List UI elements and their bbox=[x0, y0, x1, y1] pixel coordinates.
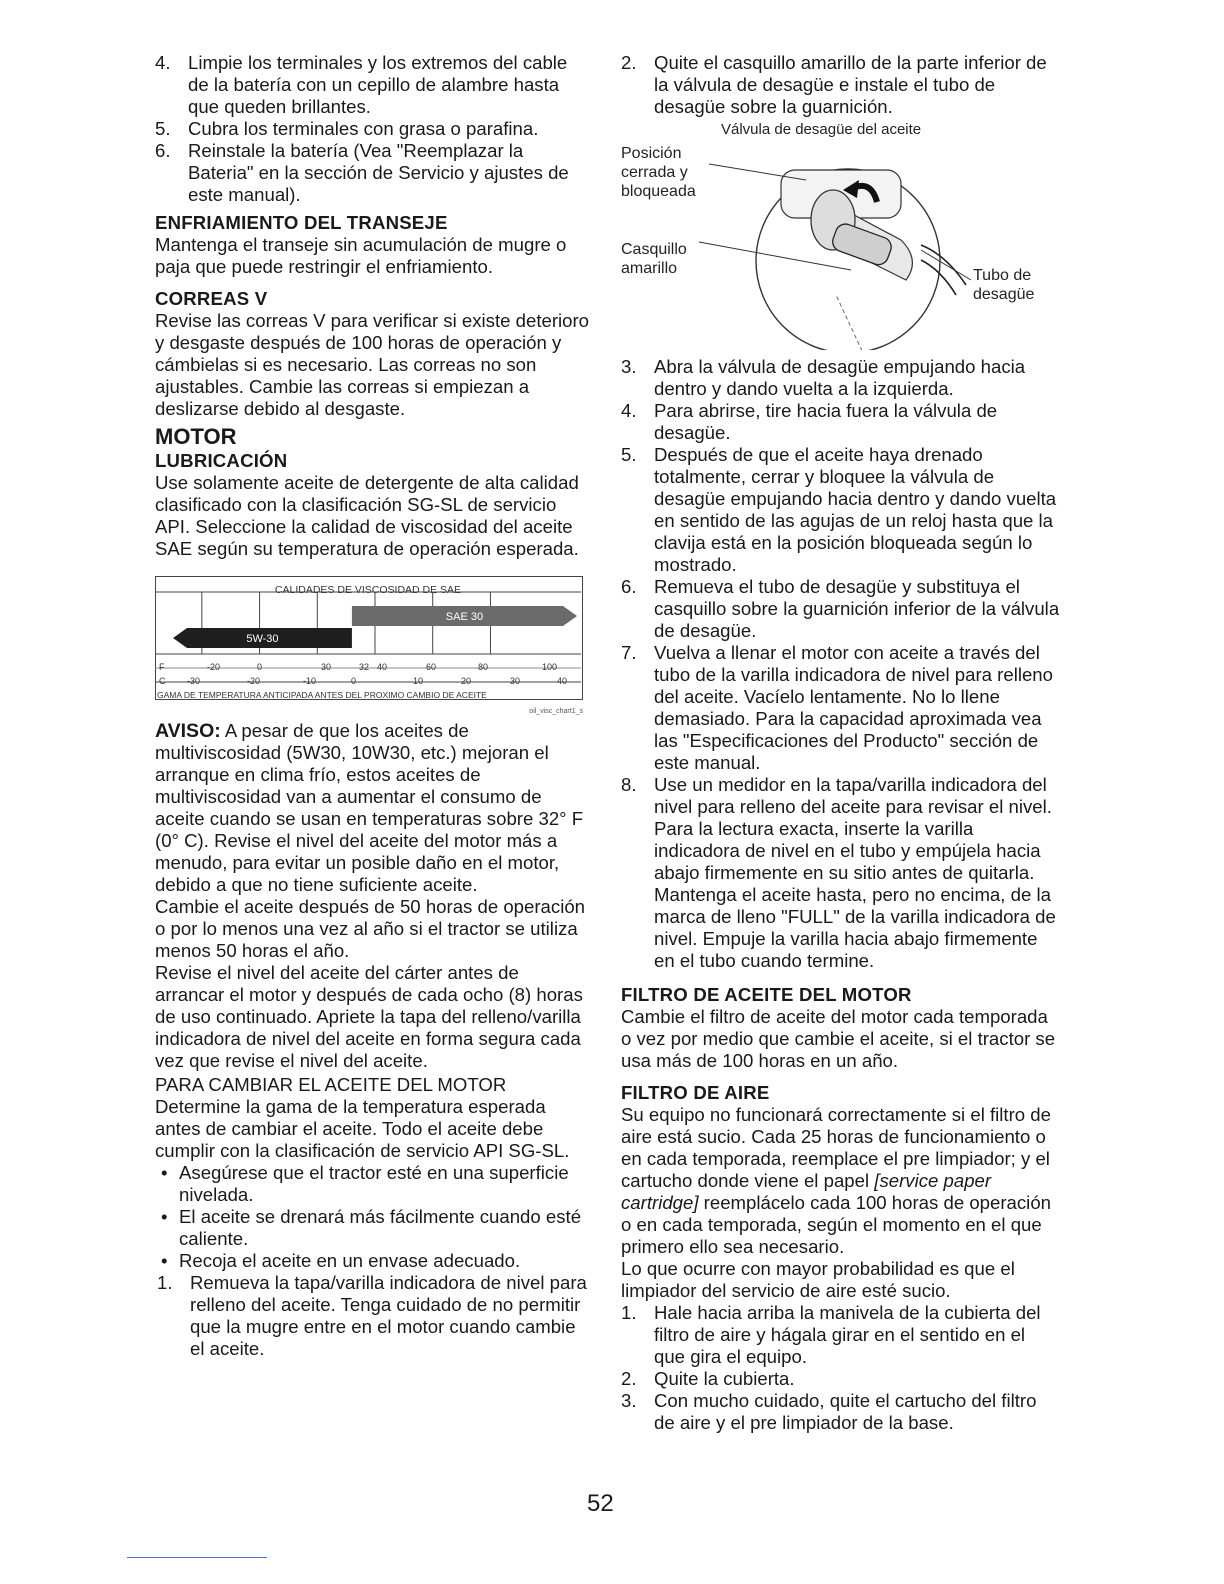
f-tick-label: 0 bbox=[257, 662, 263, 672]
f-tick-label: 40 bbox=[377, 662, 388, 672]
heading-cambiar-aceite: PARA CAMBIAR EL ACEITE DEL MOTOR bbox=[155, 1074, 507, 1095]
c-tick-label: -10 bbox=[303, 676, 317, 686]
heading-correas: CORREAS V bbox=[155, 288, 268, 309]
paragraph-cambie: Cambie el aceite después de 50 horas de operación o por lo menos una vez al año si el tractor se utiliza menos 50 horas el año. bbox=[155, 896, 586, 961]
heading-lubricacion: LUBRICACIÓN bbox=[155, 450, 288, 471]
chart-title: CALIDADES DE VISCOSIDAD DE SAE bbox=[274, 584, 462, 596]
f-tick-label: 30 bbox=[321, 662, 332, 672]
f-tick-label: 32 bbox=[359, 662, 370, 672]
label-casquillo: Casquillo amarillo bbox=[621, 241, 687, 277]
list-item: 8. Use un medidor en la tapa/varilla indicadora del nivel para relleno del aceite para revisar el nivel. Para la lectura exacta, inserte la varilla indicadora de nivel en el tubo y empújela hacia abajo firmemente en su sitio antes de quitarla. Mantenga el aceite hasta, pero no encima, de la marca de lleno "FULL" de la varilla indicadora de nivel. Empuje la varilla hacia abajo firmemente en el tubo cuando termine. bbox=[621, 774, 1056, 971]
left-column bbox=[155, 52, 591, 1360]
list-item: 3. Con mucho cuidado, quite el cartucho del filtro de aire y el pre limpiador de la base. bbox=[621, 1390, 1037, 1433]
list-item: 2. Quite la cubierta. bbox=[621, 1368, 795, 1389]
list-item: 4. Limpie los terminales y los extremos del cable de la batería con un cepillo de alambre hasta que queden brillantes. bbox=[155, 52, 568, 117]
heading-transeje: ENFRIAMIENTO DEL TRANSEJE bbox=[155, 212, 448, 233]
aviso-text: A pesar de que los aceites de multiviscosidad (5W30, 10W30, etc.) mejoran el arranque en clima frío, estos aceites de multiviscosidad van a aumentar el consumo de aceite cuando se usan en temperaturas sobre 32° F (0° C). Revise el nivel del aceite del motor más a menudo, para evitar un posible daño en el motor, debido a que no tiene suficiente aceite. bbox=[155, 720, 584, 895]
c-tick-label: 40 bbox=[557, 676, 568, 686]
f-tick-label: F bbox=[159, 662, 165, 672]
page-number: 52 bbox=[587, 1490, 614, 1517]
valve-illustration bbox=[621, 120, 1061, 350]
c-tick-label: C bbox=[159, 676, 166, 686]
chart-code: oil_visc_chart1_s bbox=[529, 708, 583, 715]
paragraph-transeje: Mantenga el transeje sin acumulación de mugre o paja que puede restringir el enfriamiento. bbox=[155, 234, 567, 277]
c-tick-label: 10 bbox=[413, 676, 424, 686]
label-posicion: Posición cerrada y bloqueada bbox=[621, 145, 696, 200]
bullet-item: • El aceite se drenará más fácilmente cuando esté caliente. bbox=[161, 1206, 582, 1249]
heading-filtro-aire: FILTRO DE AIRE bbox=[621, 1082, 770, 1103]
paragraph-correas: Revise las correas V para verificar si existe deterioro y desgaste después de 100 horas de operación y cámbielas si es necesario. Las correas no son ajustables. Cambie las correas si empiezan a deslizarse debido al desgaste. bbox=[155, 310, 590, 419]
heading-motor: MOTOR bbox=[155, 424, 237, 449]
f-tick-label: 80 bbox=[478, 662, 489, 672]
aviso-label: AVISO: bbox=[155, 720, 221, 742]
f-tick-label: 100 bbox=[542, 662, 558, 672]
f-tick-label: -20 bbox=[207, 662, 221, 672]
list-item: 7. Vuelva a llenar el motor con aceite a través del tubo de la varilla indicadora de nivel para relleno del aceite. Vacíelo lentamente. No lo llene demasiado. Para la capacidad aproximada vea las "Especificaciones del Producto" sección de este manual. bbox=[621, 642, 1053, 773]
list-item: 6. Reinstale la batería (Vea "Reemplazar la Bateria" en la sección de Servicio y ajustes de este manual). bbox=[155, 140, 569, 205]
c-tick-label: -30 bbox=[187, 676, 201, 686]
c-tick-label: 30 bbox=[510, 676, 521, 686]
chart-xlabel: GAMA DE TEMPERATURA ANTICIPADA ANTES DEL PROXIMO CAMBIO DE ACEITE bbox=[157, 690, 487, 700]
label-tubo: Tubo de desagüe bbox=[973, 267, 1035, 303]
heading-filtro-aceite: FILTRO DE ACEITE DEL MOTOR bbox=[621, 984, 912, 1005]
paragraph-filtro-aceite: Cambie el filtro de aceite del motor cada temporada o vez por medio que cambie el aceite, si el tractor se usa más de 100 horas en un año. bbox=[621, 1006, 1056, 1071]
right-column bbox=[621, 52, 1061, 1434]
c-tick-label: 0 bbox=[351, 676, 357, 686]
list-item: 4. Para abrirse, tire hacia fuera la válvula de desagüe. bbox=[621, 400, 998, 443]
series-label: 5W-30 bbox=[246, 633, 279, 645]
diagram-title: Válvula de desagüe del aceite bbox=[721, 121, 922, 138]
c-tick-label: -20 bbox=[247, 676, 261, 686]
f-tick-label: 60 bbox=[426, 662, 437, 672]
paragraph-lubricacion: Use solamente aceite de detergente de alta calidad clasificado con la clasificación SG-SL de servicio API. Seleccione la calidad de viscosidad del aceite SAE según su temperatura de operación esperada. bbox=[155, 472, 579, 559]
paragraph-filtro-aire: Su equipo no funcionará correctamente si el filtro de aire está sucio. Cada 25 horas de funcionamiento o en cada temporada, reemplace el pre limpiador; y el cartucho donde viene el papel [service paper cartridge] reemplácelo cada 100 horas de operación o en cada temporada, según el momento en el que primero ello sea necesario. bbox=[621, 1104, 1051, 1257]
list-item: 1. Remueva la tapa/varilla indicadora de nivel para relleno del aceite. Tenga cuidado de no permitir que la mugre entre en el motor cuando cambie el aceite. bbox=[157, 1272, 587, 1359]
list-item: 3. Abra la válvula de desagüe empujando hacia dentro y dando vuelta a la izquierda. bbox=[621, 356, 1026, 399]
series-label: SAE 30 bbox=[445, 611, 484, 623]
paragraph-aviso bbox=[155, 720, 591, 896]
viscosity-chart bbox=[155, 576, 583, 715]
paragraph-filtro-aire-2: Lo que ocurre con mayor probabilidad es que el limpiador del servicio de aire esté sucio. bbox=[621, 1258, 1015, 1301]
list-item: 1. Hale hacia arriba la manivela de la cubierta del filtro de aire y hágala girar en el sentido en el que gira el equipo. bbox=[621, 1302, 1041, 1367]
paragraph-determine: Determine la gama de la temperatura esperada antes de cambiar el aceite. Todo el aceite debe cumplir con la clasificación de servicio API SG-SL. bbox=[155, 1096, 570, 1161]
list-item: 5. Después de que el aceite haya drenado totalmente, cerrar y bloquee la válvula de desagüe empujando hacia dentro y dando vuelta en sentido de las agujas de un reloj hasta que la clavija está en la posición bloqueada según lo mostrado. bbox=[621, 444, 1057, 575]
paragraph-revise: Revise el nivel del aceite del cárter antes de arrancar el motor y después de cada ocho (8) horas de uso continuado. Apriete la tapa del relleno/varilla indicadora de nivel del aceite en forma segura cada vez que revise el nivel del aceite. bbox=[155, 962, 583, 1071]
bottom-rule bbox=[127, 1557, 267, 1558]
list-item: 5. Cubra los terminales con grasa o parafina. bbox=[155, 118, 539, 139]
list-item: 6. Remueva el tubo de desagüe y substituya el casquillo sobre la guarnición inferior de la válvula de desagüe. bbox=[621, 576, 1060, 641]
bullet-item: • Asegúrese que el tractor esté en una superficie nivelada. bbox=[161, 1162, 569, 1205]
drain-valve-diagram bbox=[621, 120, 1061, 350]
list-item: 2. Quite el casquillo amarillo de la parte inferior de la válvula de desagüe e instale el tubo de desagüe sobre la guarnición. bbox=[621, 52, 1047, 117]
c-tick-label: 20 bbox=[461, 676, 472, 686]
bullet-item: • Recoja el aceite en un envase adecuado. bbox=[161, 1250, 521, 1271]
